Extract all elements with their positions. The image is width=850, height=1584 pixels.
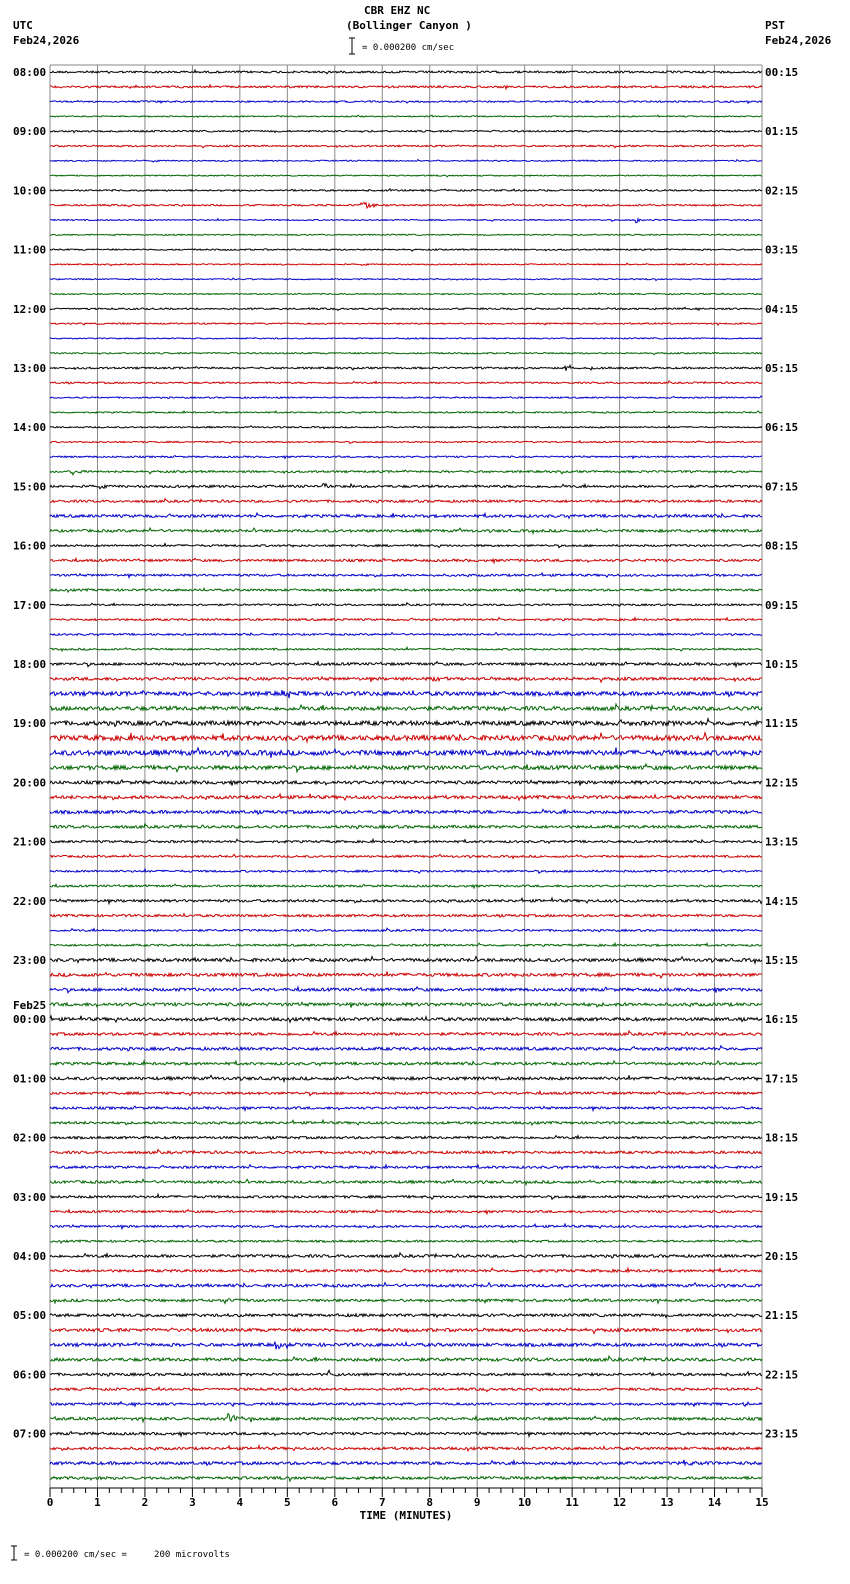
- seismic-trace: [50, 1328, 762, 1334]
- utc-hour-label: 11:00: [13, 243, 47, 257]
- seismic-trace: [50, 85, 762, 89]
- seismic-trace: [50, 470, 762, 475]
- seismic-trace: [50, 307, 762, 310]
- pst-hour-label: 23:15: [765, 1427, 799, 1441]
- seismic-trace: [50, 1299, 762, 1304]
- x-tick-label: 5: [284, 1496, 291, 1509]
- pst-hour-label: 20:15: [765, 1250, 799, 1263]
- seismic-trace: [50, 381, 762, 384]
- seismic-trace: [50, 484, 762, 489]
- utc-hour-label: 19:00: [13, 717, 47, 731]
- seismic-trace: [50, 1314, 762, 1318]
- utc-hour-label: 06:00: [13, 1368, 47, 1382]
- utc-hour-label: 17:00: [13, 598, 47, 612]
- seismic-trace: [50, 219, 762, 223]
- x-tick-label: 12: [612, 1496, 627, 1509]
- x-tick-label: 2: [141, 1496, 149, 1509]
- x-tick-label: 6: [331, 1496, 339, 1509]
- seismic-trace: [50, 914, 762, 918]
- seismic-trace: [50, 839, 762, 843]
- utc-hour-label: 04:00: [13, 1250, 47, 1263]
- pst-hour-label: 18:15: [765, 1131, 799, 1145]
- seismic-trace: [50, 928, 762, 932]
- utc-hour-label: 05:00: [13, 1309, 47, 1323]
- right-timezone-label: PST: [765, 19, 785, 32]
- pst-hour-label: 04:15: [765, 302, 799, 316]
- seismic-trace: [50, 1477, 762, 1482]
- pst-hour-label: 00:15: [765, 66, 799, 79]
- x-tick-label: 3: [189, 1496, 196, 1509]
- x-tick-label: 11: [565, 1496, 579, 1509]
- seismic-trace: [50, 943, 762, 946]
- seismic-trace: [50, 647, 762, 651]
- seismic-trace: [50, 1179, 762, 1184]
- utc-hour-label: 08:00: [13, 66, 47, 79]
- seismic-trace: [50, 130, 762, 133]
- utc-hour-label: 18:00: [13, 658, 47, 671]
- utc-hour-label: 09:00: [13, 125, 47, 139]
- pst-hour-label: 22:15: [765, 1368, 799, 1382]
- seismic-trace: [50, 1356, 762, 1361]
- seismic-trace: [50, 1460, 762, 1465]
- station-location: (Bollinger Canyon ): [346, 19, 472, 32]
- pst-hour-label: 06:15: [765, 421, 799, 435]
- seismic-trace: [50, 588, 762, 592]
- time-axis: [47, 1488, 769, 1522]
- seismic-trace: [50, 323, 762, 326]
- seismic-trace: [50, 748, 762, 758]
- seismic-trace: [50, 558, 762, 563]
- seismic-trace: [50, 1224, 762, 1229]
- seismic-trace: [50, 1387, 762, 1391]
- seismic-trace: [50, 1136, 762, 1140]
- seismic-trace: [50, 898, 762, 904]
- scale-bar-icon: [11, 38, 355, 1560]
- utc-hour-label: 14:00: [13, 421, 47, 435]
- seismic-trace: [50, 70, 762, 74]
- seismic-trace: [50, 411, 762, 414]
- utc-hour-label: 16:00: [13, 539, 47, 553]
- x-tick-label: 8: [426, 1496, 434, 1509]
- seismic-trace: [50, 794, 762, 800]
- seismic-trace: [50, 854, 762, 858]
- seismic-trace: [50, 677, 762, 682]
- pst-hour-label: 01:15: [765, 125, 799, 139]
- utc-hour-label: 15:00: [13, 480, 47, 494]
- left-timezone-label: UTC: [13, 19, 33, 32]
- scale-label: = 0.000200 cm/sec: [362, 43, 455, 53]
- utc-hour-label: 02:00: [13, 1131, 47, 1145]
- seismic-trace: [50, 971, 762, 978]
- seismic-trace: [50, 1002, 762, 1007]
- seismic-trace: [50, 1268, 762, 1272]
- seismic-trace: [50, 1342, 762, 1350]
- x-tick-label: 13: [660, 1496, 674, 1509]
- seismic-trace: [50, 1075, 762, 1081]
- seismic-trace: [50, 1414, 762, 1423]
- seismic-trace: [50, 719, 762, 727]
- seismic-trace: [50, 115, 762, 117]
- station-title: CBR EHZ NC: [364, 4, 431, 17]
- footer-scale-label: = 0.000200 cm/sec = 200 microvolts: [24, 1550, 230, 1560]
- seismic-trace: [50, 203, 762, 209]
- seismic-trace: [50, 456, 762, 459]
- seismic-trace: [50, 704, 762, 710]
- pst-hour-label: 13:15: [765, 835, 799, 849]
- pst-hour-label: 21:15: [765, 1309, 799, 1323]
- pst-hour-label: 11:15: [765, 717, 799, 731]
- seismic-trace: [50, 1432, 762, 1437]
- seismic-trace: [50, 499, 762, 503]
- seismic-trace: [50, 175, 762, 177]
- seismic-trace: [50, 1370, 762, 1376]
- seismic-trace: [50, 824, 762, 829]
- seismic-trace: [50, 764, 762, 772]
- seismic-trace: [50, 1150, 762, 1155]
- seismic-trace: [50, 544, 762, 548]
- seismic-trace: [50, 101, 762, 104]
- pst-hour-label: 05:15: [765, 362, 799, 375]
- pst-hour-label: 10:15: [765, 658, 799, 671]
- seismic-trace: [50, 1240, 762, 1244]
- seismic-trace: [50, 1106, 762, 1110]
- seismic-trace: [50, 234, 762, 236]
- seismic-trace: [50, 249, 762, 252]
- seismic-trace: [50, 780, 762, 786]
- seismic-trace: [50, 1016, 762, 1022]
- seismic-trace: [50, 160, 762, 162]
- seismic-trace: [50, 1253, 762, 1258]
- seismic-trace: [50, 145, 762, 148]
- seismic-trace: [50, 662, 762, 667]
- utc-hour-label: 22:00: [13, 894, 47, 908]
- seismic-trace: [50, 1283, 762, 1288]
- seismic-trace: [50, 396, 762, 399]
- seismic-trace: [50, 441, 762, 444]
- utc-hour-label: 01:00: [13, 1072, 47, 1086]
- date-change-label: Feb25: [13, 999, 47, 1013]
- x-tick-label: 9: [473, 1496, 481, 1509]
- utc-hour-label: 21:00: [13, 835, 47, 849]
- seismic-trace: [50, 1210, 762, 1214]
- seismic-trace: [50, 338, 762, 340]
- seismic-trace: [50, 633, 762, 636]
- seismic-trace: [50, 278, 762, 280]
- seismic-trace: [50, 528, 762, 533]
- seismic-trace: [50, 987, 762, 993]
- seismic-trace: [50, 426, 762, 429]
- x-axis-label: TIME (MINUTES): [359, 1509, 453, 1522]
- seismic-trace: [50, 365, 762, 371]
- utc-hour-label: 12:00: [13, 302, 47, 316]
- pst-hour-label: 19:15: [765, 1190, 799, 1204]
- x-tick-label: 15: [755, 1496, 769, 1509]
- x-tick-label: 14: [707, 1496, 722, 1509]
- right-date-label: Feb24,2026: [765, 34, 832, 47]
- seismic-trace: [50, 618, 762, 621]
- seismic-trace: [50, 1194, 762, 1199]
- pst-hour-label: 09:15: [765, 598, 799, 612]
- seismic-trace: [50, 293, 762, 295]
- pst-hour-label: 17:15: [765, 1072, 799, 1086]
- seismic-trace: [50, 957, 762, 964]
- pst-hour-label: 07:15: [765, 480, 799, 494]
- x-tick-label: 7: [378, 1496, 386, 1509]
- pst-hour-label: 08:15: [765, 539, 799, 553]
- seismic-trace: [50, 513, 762, 518]
- seismic-trace: [50, 1046, 762, 1051]
- pst-hour-label: 03:15: [765, 243, 799, 257]
- pst-hour-label: 16:15: [765, 1013, 799, 1027]
- seismic-trace: [50, 1402, 762, 1406]
- seismic-trace: [50, 263, 762, 266]
- utc-hour-label: 07:00: [13, 1427, 47, 1441]
- seismic-trace: [50, 1165, 762, 1169]
- x-tick-label: 10: [518, 1496, 532, 1509]
- x-tick-label: 1: [94, 1496, 101, 1509]
- pst-hour-label: 15:15: [765, 954, 799, 967]
- seismic-trace: [50, 1061, 762, 1066]
- seismic-trace: [50, 1031, 762, 1036]
- seismic-trace: [50, 809, 762, 814]
- seismic-trace: [50, 573, 762, 578]
- x-tick-label: 4: [236, 1496, 244, 1509]
- left-date-label: Feb24,2026: [13, 34, 80, 47]
- x-tick-label: 0: [46, 1496, 54, 1509]
- seismic-trace: [50, 1120, 762, 1125]
- seismic-trace: [50, 189, 762, 192]
- pst-hour-label: 12:15: [765, 776, 799, 790]
- seismic-trace: [50, 1446, 762, 1451]
- seismic-trace: [50, 690, 762, 698]
- seismic-trace: [50, 603, 762, 606]
- utc-hour-label: 13:00: [13, 362, 47, 375]
- seismic-trace: [50, 733, 762, 742]
- seismic-traces: [50, 70, 762, 1481]
- pst-hour-label: 14:15: [765, 894, 799, 908]
- seismic-trace: [50, 884, 762, 888]
- utc-hour-label: 23:00: [13, 954, 47, 967]
- seismic-trace: [50, 1091, 762, 1096]
- seismic-trace: [50, 352, 762, 354]
- utc-hour-label: 00:00: [13, 1013, 47, 1027]
- seismic-trace: [50, 869, 762, 873]
- utc-hour-label: 03:00: [13, 1190, 47, 1204]
- utc-hour-label: 10:00: [13, 184, 47, 198]
- pst-hour-label: 02:15: [765, 184, 799, 198]
- utc-hour-label: 20:00: [13, 776, 47, 790]
